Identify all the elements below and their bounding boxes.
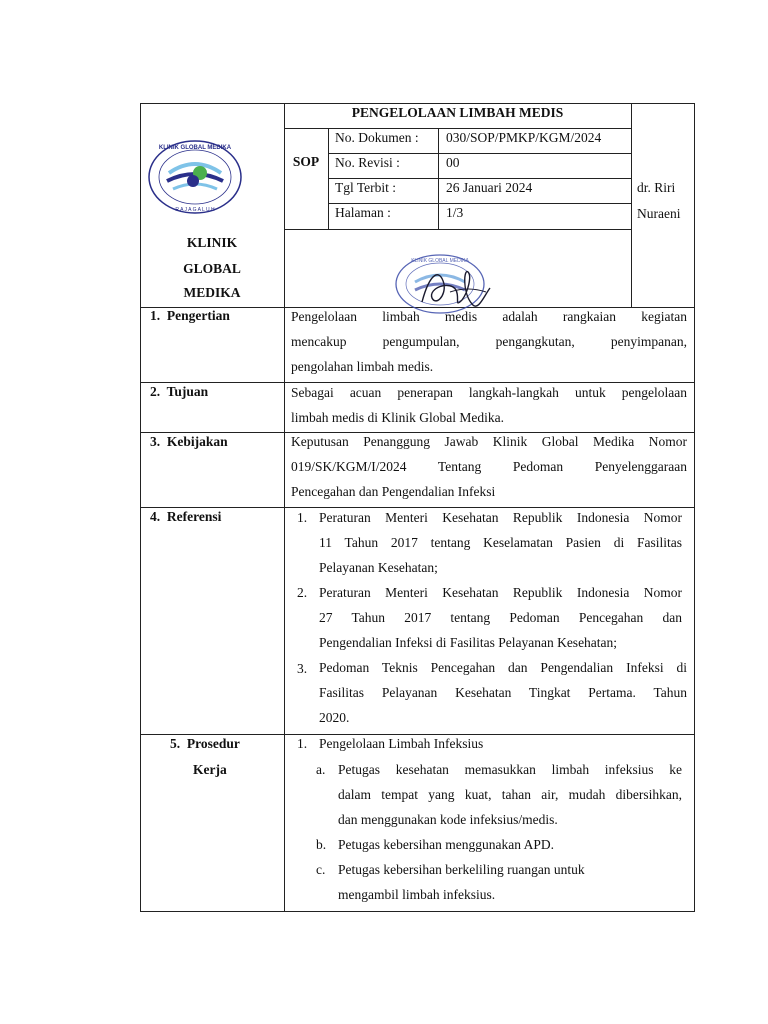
clinic-name-line-3: MEDIKA bbox=[183, 285, 241, 300]
section-divider bbox=[140, 734, 695, 735]
tujuan-line: Sebagai acuan penerapan langkah-langkah untuk pengelolaan bbox=[291, 385, 687, 400]
referensi-item-number: 2. bbox=[297, 585, 308, 600]
referensi-line: 2020. bbox=[319, 710, 350, 725]
referensi-line: Peraturan Menteri Kesehatan Republik Indonesia Nomor bbox=[319, 585, 682, 600]
prosedur-heading: Pengelolaan Limbah Infeksius bbox=[319, 736, 484, 751]
section-label-prosedur: 5. Prosedur bbox=[170, 736, 240, 751]
pengertian-text bbox=[291, 304, 687, 379]
meta-label-terbit: Tgl Terbit : bbox=[335, 180, 397, 195]
referensi-item-number: 1. bbox=[297, 510, 308, 525]
prosedur-line: Petugas kesehatan memasukkan limbah infeksius ke bbox=[338, 762, 682, 777]
prosedur-item-letter: b. bbox=[316, 837, 327, 852]
title-row-divider bbox=[284, 128, 632, 129]
referensi-line: Pelayanan Kesehatan; bbox=[319, 560, 438, 575]
prosedur-item-letter: a. bbox=[316, 762, 326, 777]
meta-row-divider bbox=[328, 203, 632, 204]
prosedur-item bbox=[338, 857, 682, 907]
section-label-pengertian: 1. Pengertian bbox=[150, 308, 230, 323]
kebijakan-line: 019/SK/KGM/I/2024 Tentang Pedoman Penyelenggaraan bbox=[291, 459, 687, 474]
section-label-tujuan: 2. Tujuan bbox=[150, 384, 209, 399]
sop-label: SOP bbox=[292, 154, 320, 169]
document-title: PENGELOLAAN LIMBAH MEDIS bbox=[351, 105, 564, 120]
referensi-line: 27 Tahun 2017 tentang Pedoman Pencegahan dan bbox=[319, 610, 682, 625]
pengertian-line: mencakup pengumpulan, pengangkutan, penyimpanan, bbox=[291, 334, 687, 349]
prosedur-line: mengambil limbah infeksius. bbox=[338, 887, 496, 902]
referensi-item bbox=[319, 505, 682, 580]
meta-label-dokumen: No. Dokumen : bbox=[335, 130, 419, 145]
svg-text:KLINIK GLOBAL MEDIKA: KLINIK GLOBAL MEDIKA bbox=[158, 145, 232, 151]
meta-value-halaman: 1/3 bbox=[446, 205, 464, 220]
section-label-kebijakan: 3. Kebijakan bbox=[150, 434, 228, 449]
tujuan-text bbox=[291, 380, 687, 430]
prosedur-item-letter: c. bbox=[316, 862, 326, 877]
kebijakan-line: Pencegahan dan Pengendalian Infeksi bbox=[291, 484, 496, 499]
meta-label-revisi: No. Revisi : bbox=[335, 155, 400, 170]
referensi-item bbox=[319, 655, 687, 730]
meta-label-halaman: Halaman : bbox=[335, 205, 391, 220]
referensi-item bbox=[319, 580, 682, 655]
prosedur-item bbox=[338, 832, 682, 857]
referensi-line: Pedoman Teknis Pencegahan dan Pengendalian Infeksi di bbox=[319, 660, 687, 675]
table-border-bottom bbox=[140, 911, 695, 912]
prosedur-line: dan menggunakan kode infeksius/medis. bbox=[338, 812, 558, 827]
signer-name-line-1: dr. Riri bbox=[637, 180, 676, 195]
signer-column-divider bbox=[631, 103, 632, 308]
referensi-line: 11 Tahun 2017 tentang Keselamatan Pasien di Fasilitas bbox=[319, 535, 682, 550]
table-border-top bbox=[140, 103, 695, 104]
prosedur-line: Petugas kebersihan menggunakan APD. bbox=[338, 837, 554, 852]
referensi-item-number: 3. bbox=[297, 661, 308, 676]
svg-text:KLINIK GLOBAL MEDIKA: KLINIK GLOBAL MEDIKA bbox=[411, 258, 469, 264]
tujuan-line: limbah medis di Klinik Global Medika. bbox=[291, 410, 504, 425]
meta-row-divider bbox=[328, 178, 632, 179]
meta-value-revisi: 00 bbox=[446, 155, 460, 170]
referensi-line: Peraturan Menteri Kesehatan Republik Indonesia Nomor bbox=[319, 510, 682, 525]
clinic-name-line-2: GLOBAL bbox=[183, 261, 241, 276]
kebijakan-line: Keputusan Penanggung Jawab Klinik Global Medika Nomor bbox=[291, 434, 687, 449]
referensi-line: Fasilitas Pelayanan Kesehatan Tingkat Pertama. Tahun bbox=[319, 685, 687, 700]
section-label-prosedur-2: Kerja bbox=[193, 762, 227, 777]
pengertian-line: Pengelolaan limbah medis adalah rangkaian kegiatan bbox=[291, 309, 687, 324]
prosedur-item bbox=[338, 757, 682, 832]
meta-value-terbit: 26 Januari 2024 bbox=[446, 180, 533, 195]
referensi-line: Pengendalian Infeksi di Fasilitas Pelayanan Kesehatan; bbox=[319, 635, 618, 650]
pengertian-line: pengolahan limbah medis. bbox=[291, 359, 434, 374]
kebijakan-text bbox=[291, 429, 687, 504]
clinic-name-line-1: KLINIK bbox=[186, 235, 238, 250]
clinic-logo bbox=[145, 137, 245, 217]
prosedur-heading-number: 1. bbox=[297, 736, 308, 751]
signer-name-line-2: Nuraeni bbox=[637, 206, 681, 221]
svg-text:R A J A G A L U H: R A J A G A L U H bbox=[175, 207, 215, 213]
meta-row-divider bbox=[328, 153, 632, 154]
meta-value-dokumen: 030/SOP/PMKP/KGM/2024 bbox=[446, 130, 602, 145]
prosedur-line: Petugas kebersihan berkeliling ruangan untuk bbox=[338, 862, 585, 877]
meta-row-divider bbox=[284, 229, 632, 230]
prosedur-line: dalam tempat yang kuat, tahan air, mudah dibersihkan, bbox=[338, 787, 682, 802]
section-label-referensi: 4. Referensi bbox=[150, 509, 222, 524]
